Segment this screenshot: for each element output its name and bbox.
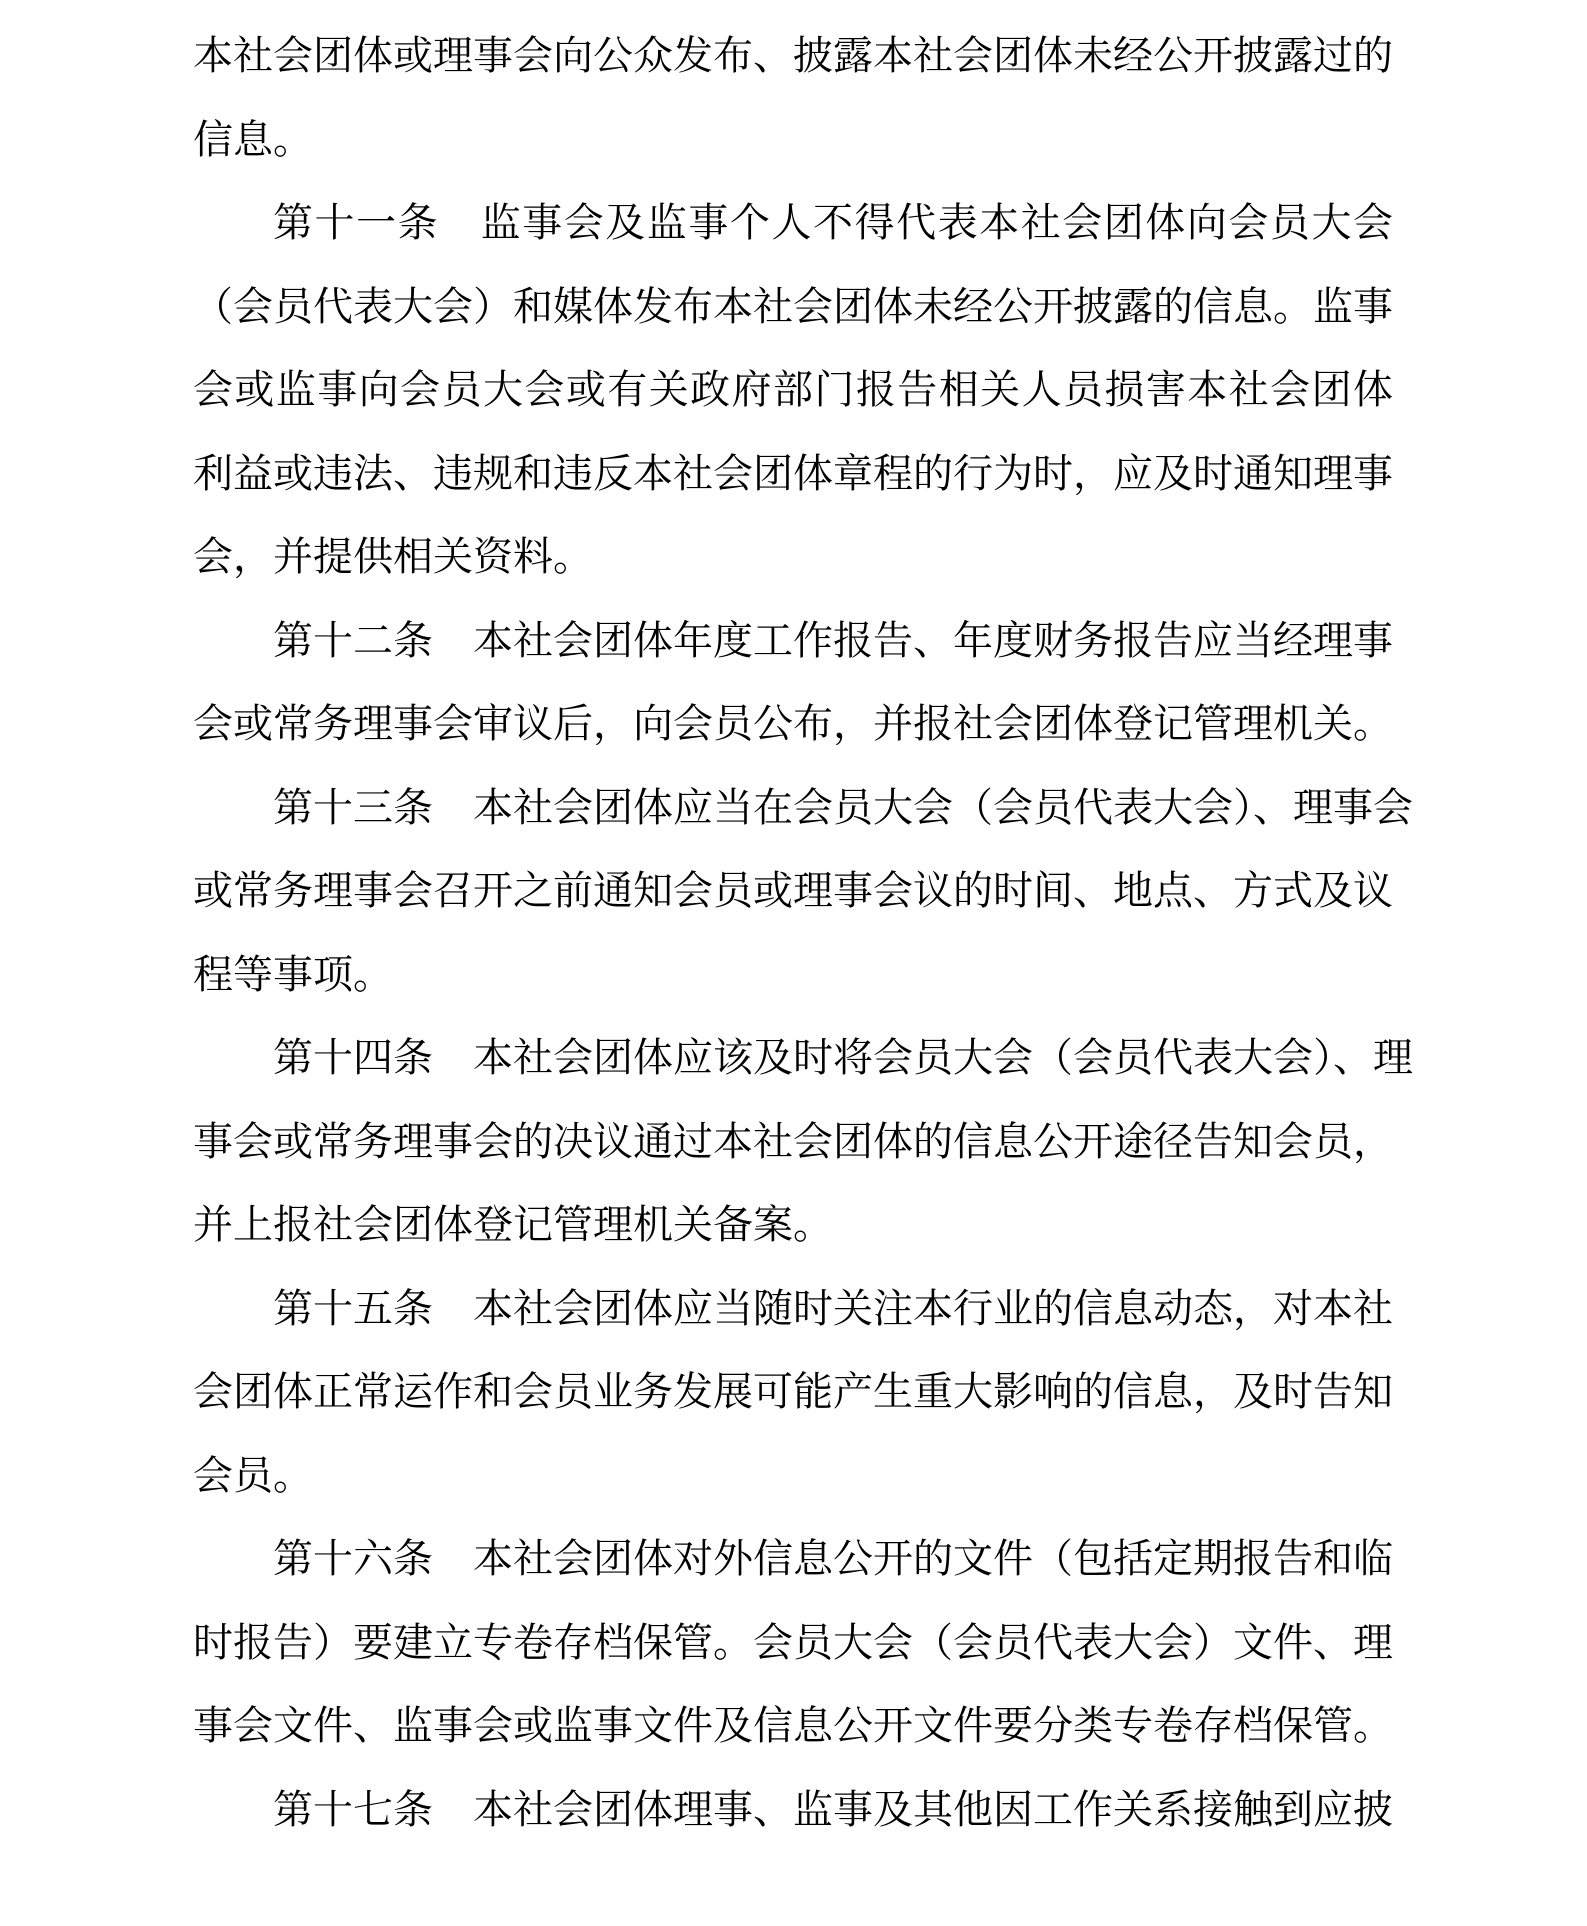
text-line: 会或监事向会员大会或有关政府部门报告相关人员损害本社会团体 [193, 367, 1393, 412]
text-line: 会员。 [193, 1452, 313, 1498]
text-line: 本社会团体或理事会向公众发布、披露本社会团体未经公开披露过的 [193, 33, 1393, 78]
text-line: 事会或常务理事会的决议通过本社会团体的信息公开途径告知会员， [193, 1118, 1393, 1164]
text-line: 或常务理事会召开之前通知会员或理事会议的时间、地点、方式及议 [193, 868, 1393, 913]
text-line: 第十一条 监事会及监事个人不得代表本社会团体向会员大会 [273, 200, 1393, 245]
text-line: 会，并提供相关资料。 [193, 534, 593, 579]
text-line: 时报告）要建立专卷存档保管。会员大会（会员代表大会）文件、理 [193, 1619, 1393, 1665]
text-line: 第十六条 本社会团体对外信息公开的文件（包括定期报告和临 [273, 1536, 1393, 1581]
text-line: 并上报社会团体登记管理机关备案。 [193, 1202, 833, 1247]
text-line: 信息。 [193, 116, 313, 162]
text-line: 会或常务理事会审议后，向会员公布，并报社会团体登记管理机关。 [193, 701, 1393, 746]
text-line: 事会文件、监事会或监事文件及信息公开文件要分类专卷存档保管。 [193, 1703, 1393, 1748]
text-line: 第十七条 本社会团体理事、监事及其他因工作关系接触到应披 [273, 1786, 1393, 1832]
text-line: 第十五条 本社会团体应当随时关注本行业的信息动态，对本社 [273, 1285, 1393, 1331]
text-line: 利益或违法、违规和违反本社会团体章程的行为时，应及时通知理事 [193, 450, 1393, 496]
text-line: （会员代表大会）和媒体发布本社会团体未经公开披露的信息。监事 [193, 283, 1393, 329]
text-line: 程等事项。 [193, 951, 393, 997]
document-body [193, 14, 1413, 1851]
text-line: 第十四条 本社会团体应该及时将会员大会（会员代表大会）、理 [273, 1035, 1413, 1080]
text-line: 第十三条 本社会团体应当在会员大会（会员代表大会）、理事会 [273, 784, 1413, 830]
text-line: 会团体正常运作和会员业务发展可能产生重大影响的信息，及时告知 [193, 1369, 1393, 1414]
text-line: 第十二条 本社会团体年度工作报告、年度财务报告应当经理事 [273, 617, 1393, 663]
